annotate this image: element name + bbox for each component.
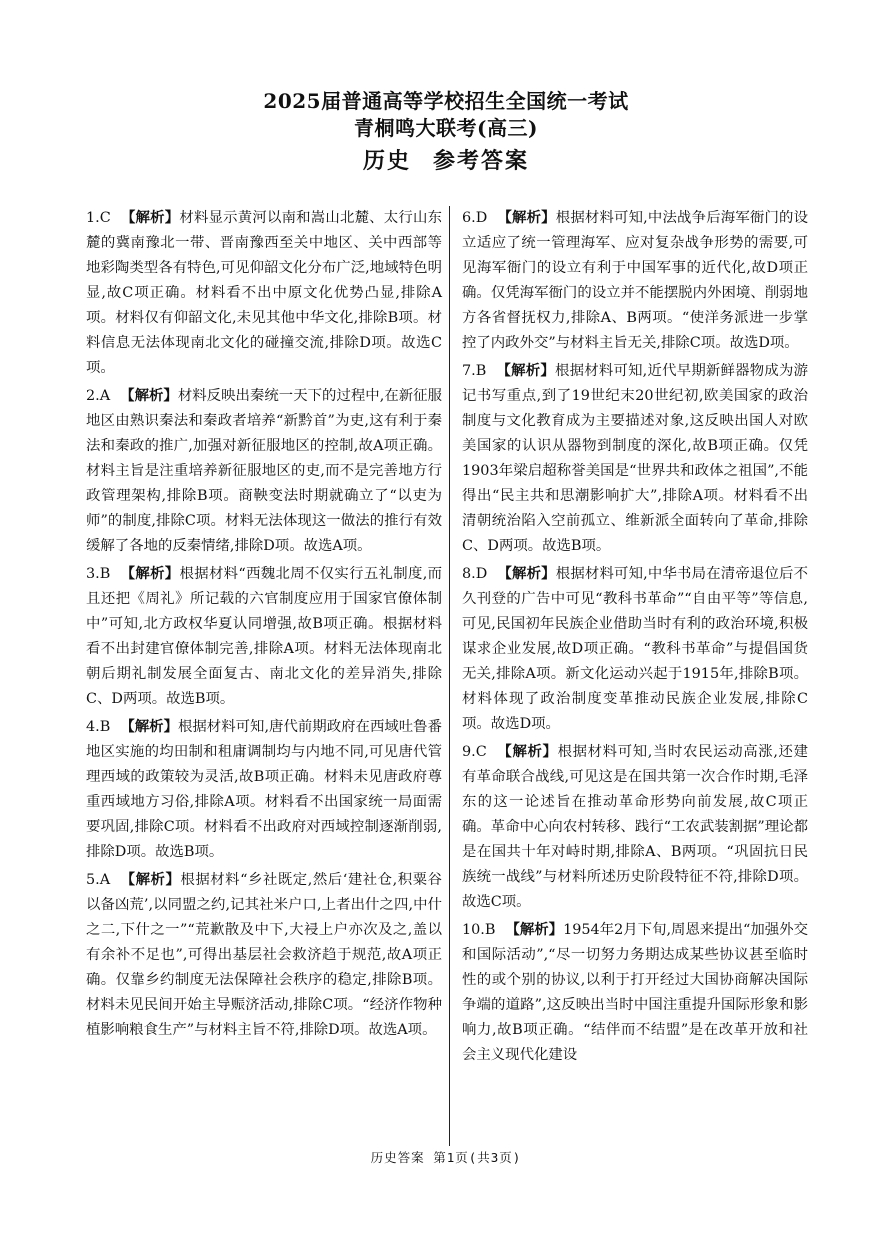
answer-item: 5.A 【解析】根据材料“乡社既定,然后‘建社仓,积粟谷以备凶荒’,以同盟之约,记其社米户口,上者出什之四,中什之二,下什之一”“荒歉散及中下,大祲上户亦次及之,盖以有余补不足也”,可得出基层社会救济趋于规范,故A项正确。仅靠乡约制度无法保障社会秩序的稳定,排除B项。材料未见民间开始主导赈济活动,排除C项。“经济作物种植影响粮食生产”与材料主旨不符,排除D项。故选A项。 (86, 872, 442, 1038)
answer-item: 9.C 【解析】根据材料可知,当时农民运动高涨,还建有革命联合战线,可见这是在国共第一次合作时期,毛泽东的这一论述旨在推动革命形势向前发展,故C项正确。革命中心向农村转移、践行“工农武装割据”理论都是在国共十年对峙时期,排除A、B两项。“巩固抗日民族统一战线”与材料所述历史阶段特征不符,排除D项。故选C项。 (462, 744, 808, 910)
page-header (0, 88, 892, 178)
answer-item: 7.B 【解析】根据材料可知,近代早期新鲜器物成为游记书写重点,到了19世纪末20世纪初,欧美国家的政治制度与文化教育成为主要描述对象,这反映出国人对欧美国家的认识从器物到制度的深化,故B项正确。仅凭1903年梁启超称誉美国是“世界共和政体之祖国”,不能得出“民主共和思潮影响扩大”,排除A项。材料看不出清朝统治陷入空前孤立、维新派全面转向了革命,排除C、D两项。故选B项。 (462, 363, 808, 554)
answer-item: 8.D 【解析】根据材料可知,中华书局在清帝退位后不久刊登的广告中可见“教科书革命”“自由平等”等信息,可见,民国初年民族企业借助当时有利的政治环境,积极谋求企业发展,故D项正确。“教科书革命”与提倡国货无关,排除A项。新文化运动兴起于1915年,排除B项。材料体现了政治制度变革推动民族企业发展,排除C项。故选D项。 (462, 566, 808, 732)
answer-item: 3.B 【解析】根据材料“西魏北周不仅实行五礼制度,而且还把《周礼》所记载的六官制度应用于国家官僚体制中”可知,北方政权华夏认同增强,故B项正确。根据材料看不出封建官僚体制完善,排除A项。材料无法体现南北朝后期礼制发展全面复古、南北文化的差异消失,排除C、D两项。故选B项。 (86, 566, 442, 707)
right-column (462, 206, 808, 1071)
document-heading (0, 146, 892, 178)
answer-item: 10.B 【解析】1954年2月下旬,周恩来提出“加强外交和国际活动”,“尽一切努力务期达成某些协议甚至临时性的或个别的协议,以利于打开经过大国协商解决国际争端的道路”,这反映出当时中国注重提升国际形象和影响力,故B项正确。“结伴而不结盟”是在改革开放和社会主义现代化建设 (462, 922, 808, 1063)
left-column (86, 206, 442, 1046)
exam-subtitle: 青桐鸣大联考(高三) (354, 116, 538, 140)
answer-item: 2.A 【解析】材料反映出秦统一天下的过程中,在新征服地区由熟识秦法和秦政者培养“新黔首”为吏,这有利于秦法和秦政的推广,加强对新征服地区的控制,故A项正确。材料主旨是注重培养新征服地区的吏,而不是完善地方行政管理架构,排除B项。商鞅变法时期就确立了“以吏为师”的制度,排除C项。材料无法体现这一做法的推行有效缓解了各地的反秦情绪,排除D项。故选A项。 (86, 388, 442, 554)
answer-key-label: 参考答案 (433, 149, 530, 174)
exam-title: 2025届普通高等学校招生全国统一考试 (263, 89, 629, 113)
answer-item: 4.B 【解析】根据材料可知,唐代前期政府在西域吐鲁番地区实施的均田制和租庸调制均与内地不同,可见唐代管理西域的政策较为灵活,故B项正确。材料未见唐政府尊重西域地方习俗,排除A项。材料看不出国家统一局面需要巩固,排除C项。材料看不出政府对西域控制逐渐削弱,排除D项。故选B项。 (86, 719, 442, 860)
page-footer: 历史答案 第1页(共3页) (370, 1150, 522, 1165)
answer-item: 6.D 【解析】根据材料可知,中法战争后海军衙门的设立适应了统一管理海军、应对复杂战争形势的需要,可见海军衙门的设立有利于中国军事的近代化,故D项正确。仅凭海军衙门的设立并不能摆脱内外困境、削弱地方各省督抚权力,排除A、B两项。“使洋务派进一步掌控了内政外交”与材料主旨无关,排除C项。故选D项。 (462, 210, 808, 351)
column-divider (449, 206, 450, 1146)
answer-item: 1.C 【解析】材料显示黄河以南和嵩山北麓、太行山东麓的冀南豫北一带、晋南豫西至关中地区、关中西部等地彩陶类型各有特色,可见仰韶文化分布广泛,地域特色明显,故C项正确。材料看不出中原文化优势凸显,排除A项。材料仅有仰韶文化,未见其他中华文化,排除B项。材料信息无法体现南北文化的碰撞交流,排除D项。故选C项。 (86, 210, 442, 376)
subject-label: 历史 (362, 149, 411, 174)
